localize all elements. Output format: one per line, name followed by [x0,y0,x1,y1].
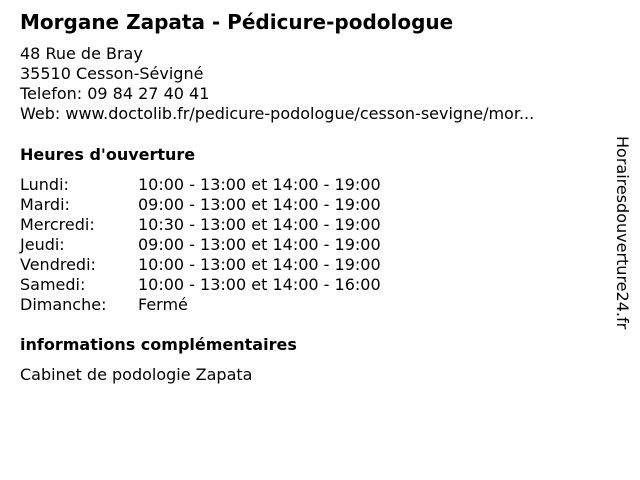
phone-number: Telefon: 09 84 27 40 41 [20,84,210,103]
hours-value: 09:00 - 13:00 et 14:00 - 19:00 [138,235,381,254]
page-title: Morgane Zapata - Pédicure-podologue [20,10,454,34]
address-block [20,44,534,124]
day-label: Dimanche: [20,295,107,314]
day-label: Mardi: [20,195,70,214]
hours-value: 10:00 - 13:00 et 14:00 - 19:00 [138,255,381,274]
day-label: Samedi: [20,275,86,294]
opening-hours-heading: Heures d'ouverture [20,145,196,164]
day-label: Mercredi: [20,215,95,234]
hours-value: 10:30 - 13:00 et 14:00 - 19:00 [138,215,381,234]
day-label: Lundi: [20,175,69,194]
day-label: Jeudi: [20,235,65,254]
website-link[interactable]: Web: www.doctolib.fr/pedicure-podologue/cesson-sevigne/mor... [20,104,535,123]
hours-value: 10:00 - 13:00 et 14:00 - 16:00 [138,275,381,294]
additional-info-text: Cabinet de podologie Zapata [20,365,253,384]
street-address: 48 Rue de Bray [20,44,143,63]
site-watermark: Horairesdouverture24.fr [613,136,632,330]
day-label: Vendredi: [20,255,96,274]
city-postal-code: 35510 Cesson-Sévigné [20,64,204,83]
additional-info-heading: informations complémentaires [20,335,297,354]
hours-value: 10:00 - 13:00 et 14:00 - 19:00 [138,175,381,194]
hours-value: 09:00 - 13:00 et 14:00 - 19:00 [138,195,381,214]
hours-value: Fermé [138,295,188,314]
